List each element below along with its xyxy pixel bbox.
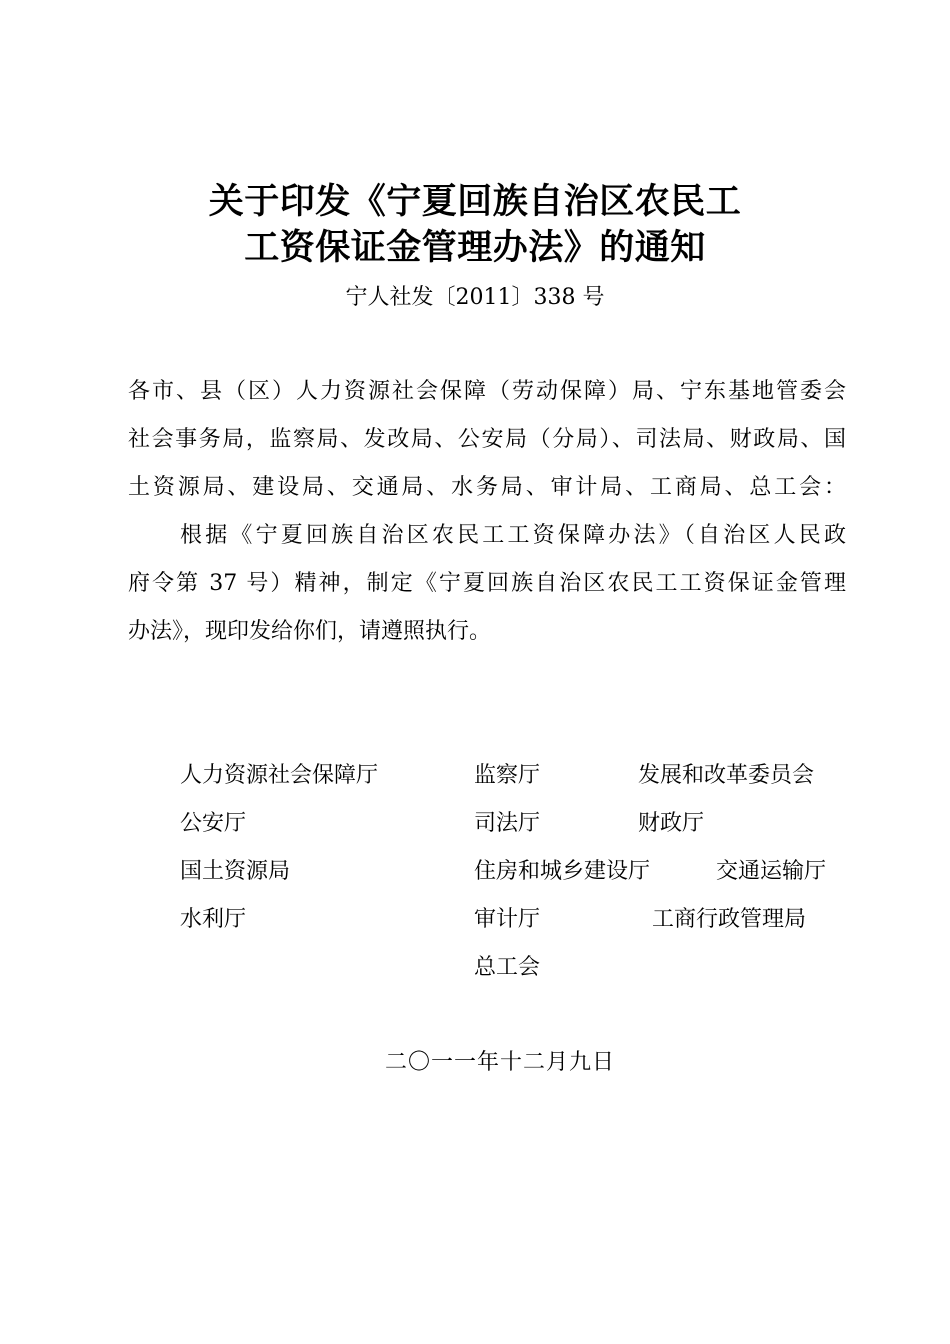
signatory: 人力资源社会保障厅: [180, 763, 379, 788]
body-line-2: 府令第 37 号）精神，制定《宁夏回族自治区农民工工资保证金管理: [128, 571, 846, 596]
signatory: 交通运输厅: [716, 859, 827, 884]
signatory: 公安厅: [180, 811, 247, 836]
addressee-line-1: 各市、县（区）人力资源社会保障（劳动保障）局、宁东基地管委会: [128, 379, 846, 404]
signatory: 审计厅: [474, 907, 541, 932]
signatory: 住房和城乡建设厅: [474, 859, 651, 884]
signatory: 工商行政管理局: [652, 907, 807, 932]
addressee-line-3: 土资源局、建设局、交通局、水务局、审计局、工商局、总工会：: [128, 475, 846, 500]
signatory: 司法厅: [474, 811, 541, 836]
signatory: 发展和改革委员会: [638, 763, 815, 788]
signatory: 水利厅: [180, 907, 247, 932]
document-title-line-1: 关于印发《宁夏回族自治区农民工: [208, 182, 742, 222]
signatory: 总工会: [474, 955, 541, 980]
signatory: 财政厅: [638, 811, 705, 836]
body-line-1: 根据《宁夏回族自治区农民工工资保障办法》（自治区人民政: [180, 523, 846, 548]
signatory: 国土资源局: [180, 859, 291, 884]
signatory: 监察厅: [474, 763, 541, 788]
document-title-line-2: 工资保证金管理办法》的通知: [244, 228, 706, 268]
issue-date: 二〇一一年十二月九日: [385, 1050, 616, 1075]
addressee-line-2: 社会事务局，监察局、发改局、公安局（分局）、司法局、财政局、国: [128, 427, 846, 452]
body-line-3: 办法》，现印发给你们，请遵照执行。: [128, 619, 492, 644]
document-number: 宁人社发〔2011〕338 号: [345, 285, 605, 310]
